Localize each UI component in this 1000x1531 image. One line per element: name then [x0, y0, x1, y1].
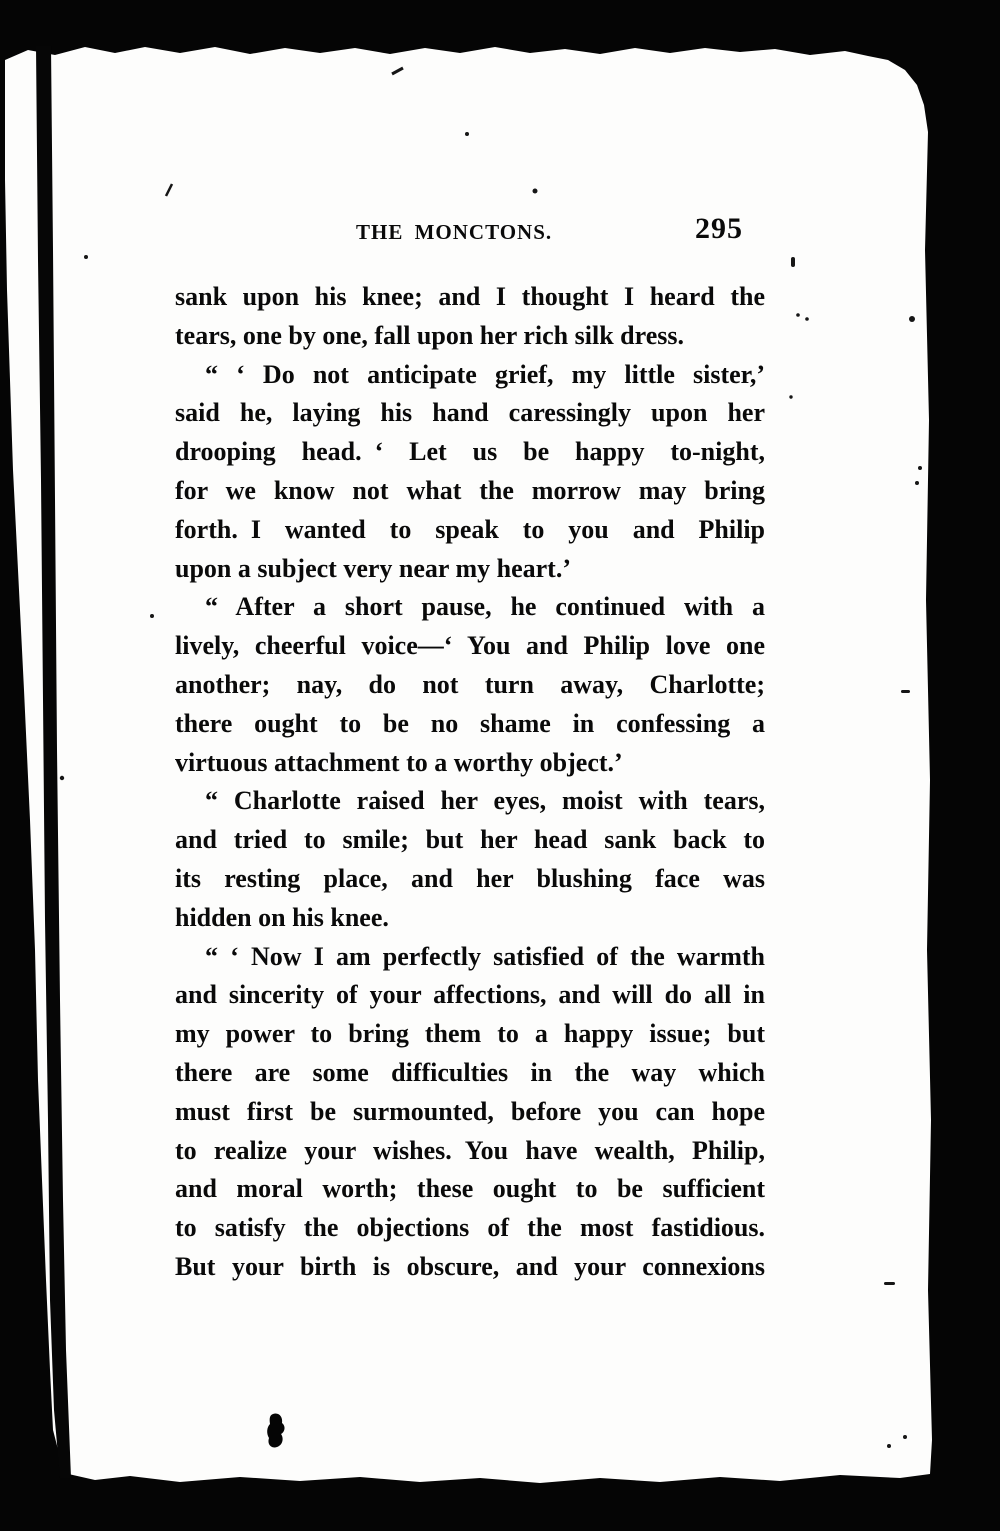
page-header — [175, 212, 765, 254]
text-line: lively, cheerful voice—‘ You and Philip love one — [175, 631, 765, 661]
text-line: its resting place, and her blushing face was — [175, 863, 765, 893]
body-text — [175, 278, 765, 1287]
text-line: must first be surmounted, before you can hope — [175, 1096, 765, 1126]
text-line: said he, laying his hand caressingly upon her — [175, 398, 765, 428]
text-line: virtuous attachment to a worthy object.’ — [175, 747, 623, 777]
text-line: hidden on his knee. — [175, 902, 389, 932]
text-line: drooping head. ‘ Let us be happy to-night, — [175, 437, 765, 467]
text-line: another; nay, do not turn away, Charlotte; — [175, 669, 765, 699]
text-line: for we know not what the morrow may bring — [175, 475, 765, 505]
text-line: to satisfy the objections of the most fastidious. — [175, 1213, 765, 1243]
text-line: “ ‘ Now I am perfectly satisfied of the warmth — [205, 941, 765, 971]
page-number: 295 — [695, 212, 743, 245]
text-line: there are some difficulties in the way which — [175, 1057, 765, 1087]
text-line: upon a subject very near my heart.’ — [175, 553, 571, 583]
text-line: and moral worth; these ought to be sufficient — [175, 1174, 765, 1204]
text-line: “ After a short pause, he continued with a — [205, 592, 765, 622]
text-line: there ought to be no shame in confessing a — [175, 708, 765, 738]
running-title: THE MONCTONS. — [356, 220, 553, 244]
text-line: But your birth is obscure, and your connexions — [175, 1251, 765, 1281]
text-line: and sincerity of your affections, and will do all in — [175, 980, 765, 1010]
text-line: tears, one by one, fall upon her rich silk dress. — [175, 320, 684, 350]
text-line: “ Charlotte raised her eyes, moist with tears, — [205, 786, 765, 816]
text-line: and tried to smile; but her head sank back to — [175, 825, 765, 855]
text-line: “ ‘ Do not anticipate grief, my little sister,’ — [205, 359, 765, 389]
text-line: my power to bring them to a happy issue; but — [175, 1019, 765, 1049]
text-line: to realize your wishes. You have wealth, Philip, — [175, 1135, 765, 1165]
text-line: forth. I wanted to speak to you and Philip — [175, 514, 765, 544]
text-line: sank upon his knee; and I thought I heard the — [175, 282, 765, 311]
